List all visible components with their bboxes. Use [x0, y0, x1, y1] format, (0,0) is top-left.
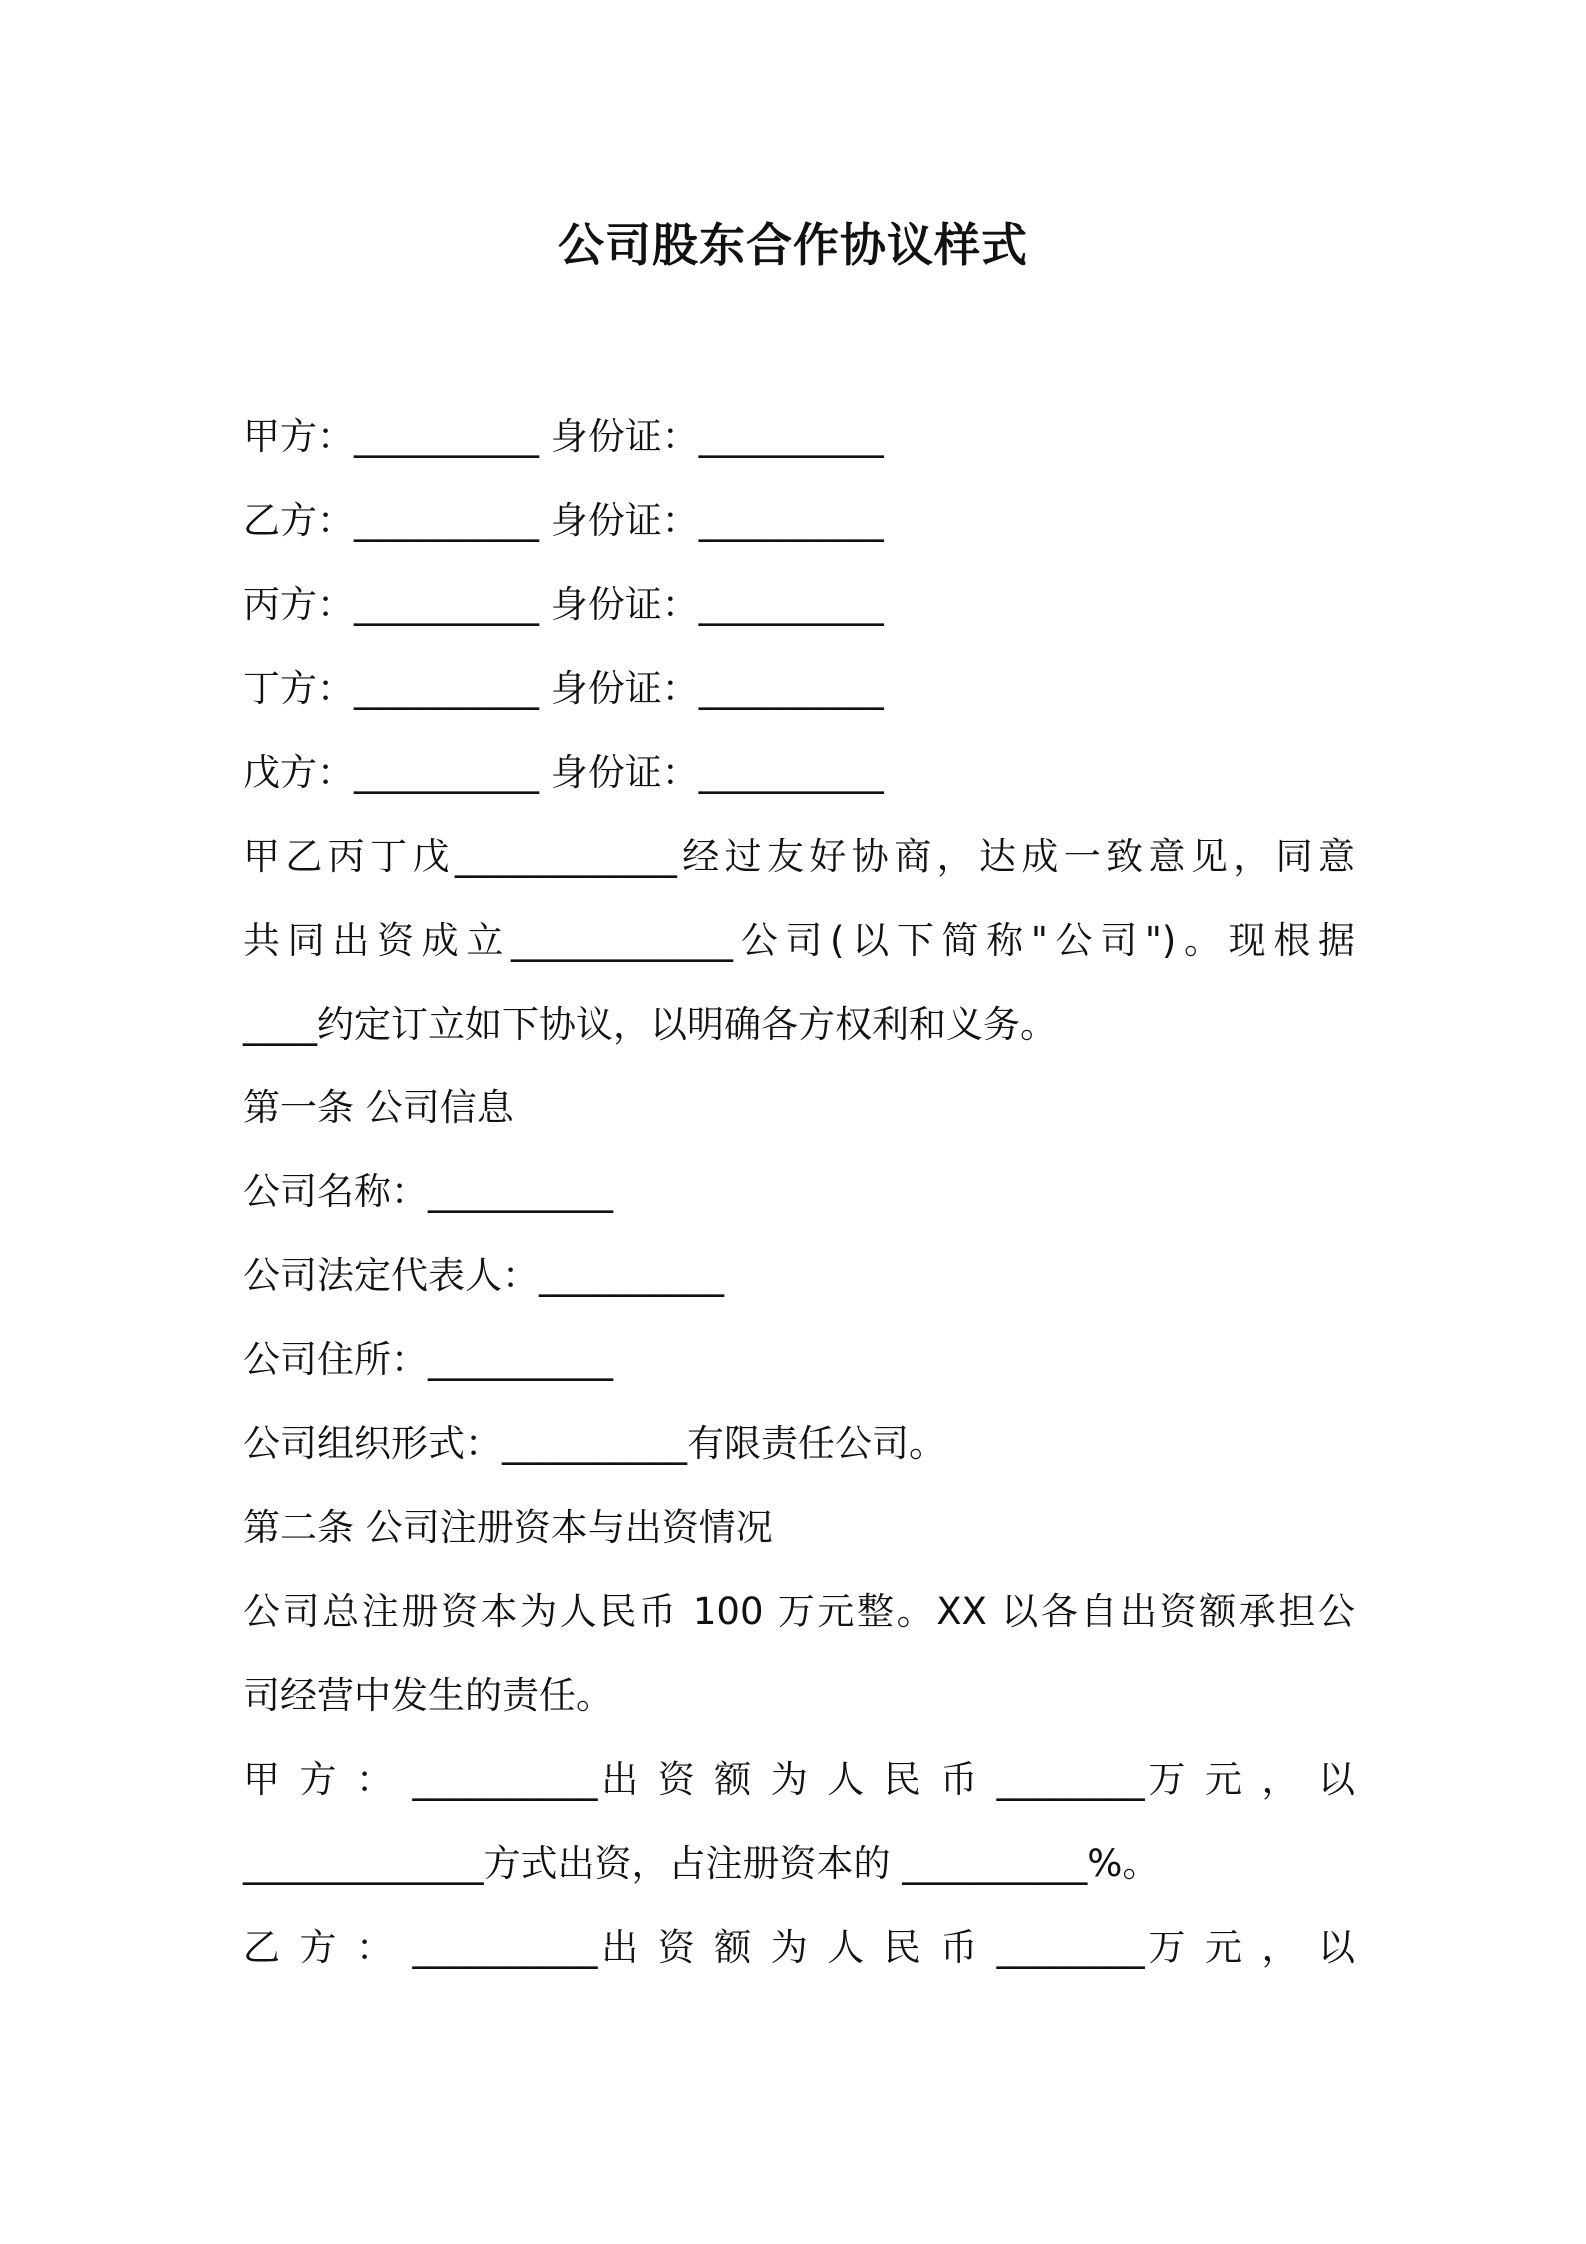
article-1-heading: 第一条 公司信息: [243, 1086, 514, 1129]
intro-line-1: 甲乙丙丁戊____________经过友好协商，达成一致意见，同意: [243, 835, 1355, 878]
intro-line-3: ____约定订立如下协议，以明确各方权利和义务。: [243, 1003, 1057, 1046]
party-b-line: 乙方：__________ 身份证：__________: [243, 499, 884, 542]
party-b-contribution-line-1: 乙 方 ： __________出 资 额 为 人 民 币 ________万 元 ， 以: [243, 1926, 1355, 1969]
intro-line-2: 共同出资成立____________公司(以下简称"公司")。现根据: [243, 919, 1355, 962]
party-a-line: 甲方：__________ 身份证：__________: [243, 415, 884, 458]
party-a-contribution-line-1: 甲 方 ： __________出 资 额 为 人 民 币 ________万 元 ， 以: [243, 1758, 1355, 1801]
company-name-line: 公司名称：__________: [243, 1170, 613, 1213]
document-title: 公司股东合作协议样式: [558, 218, 1028, 272]
capital-line-2: 司经营中发生的责任。: [243, 1674, 613, 1717]
party-e-line: 戊方：__________ 身份证：__________: [243, 751, 884, 794]
party-d-line: 丁方：__________ 身份证：__________: [243, 667, 884, 710]
party-c-line: 丙方：__________ 身份证：__________: [243, 583, 884, 626]
article-2-heading: 第二条 公司注册资本与出资情况: [243, 1506, 773, 1549]
company-form-line: 公司组织形式：__________有限责任公司。: [243, 1422, 946, 1465]
capital-line-1: 公司总注册资本为人民币 100 万元整。XX 以各自出资额承担公: [243, 1590, 1355, 1633]
party-a-contribution-line-2: _____________方式出资，占注册资本的 __________%。: [243, 1842, 1160, 1885]
company-address-line: 公司住所：__________: [243, 1338, 613, 1381]
legal-representative-line: 公司法定代表人：__________: [243, 1254, 724, 1297]
